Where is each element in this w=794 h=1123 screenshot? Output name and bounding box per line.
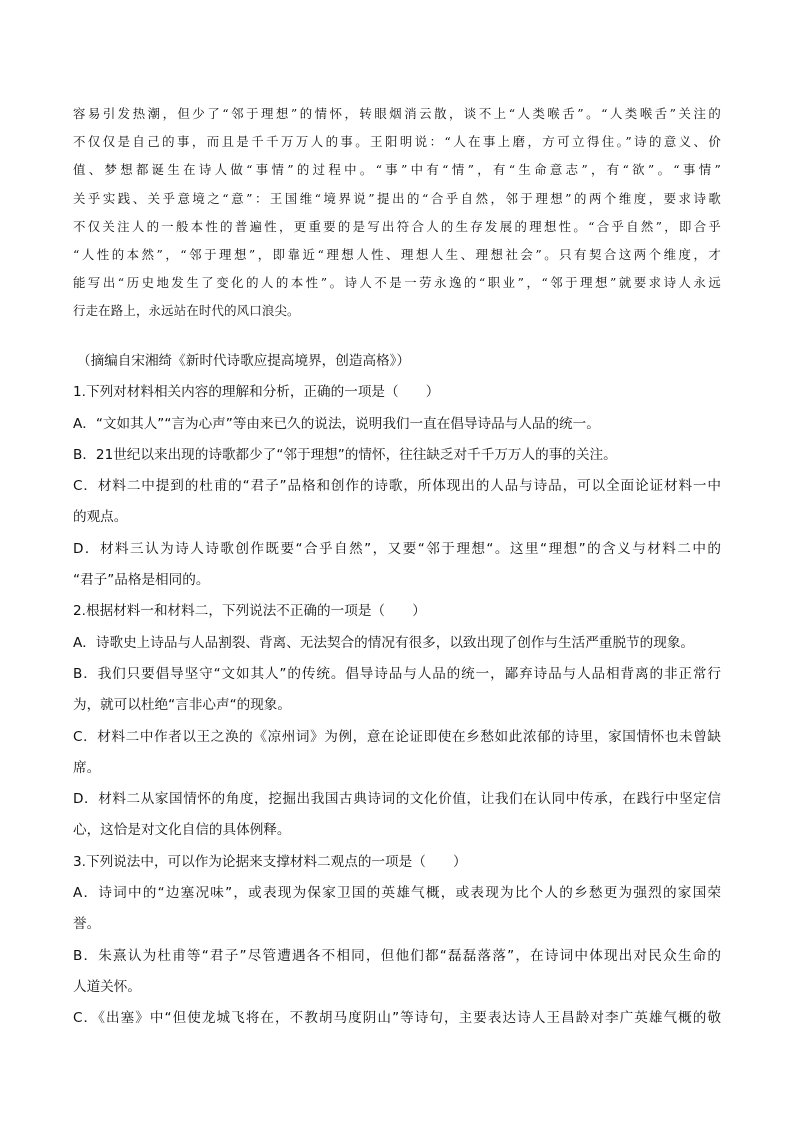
source-citation: （摘编自宋湘绮《新时代诗歌应提高境界，创造高格》） [77,353,411,369]
question-3 [73,847,721,1035]
option-d: D．材料三认为诗人诗歌创作既要“合乎自然”，又要“邻于理想“。这里“理想”的含义与材料二中的 [73,540,721,557]
option-d-continued: “君子”品格是相同的。 [73,572,210,589]
passage-line: 能写出“历史地发生了变化的人的本性”。诗人不是一劳永逸的“职业”，“邻于理想”就要求诗人永远 [73,275,721,291]
passage-line: 容易引发热潮，但少了“邻于理想”的情怀，转眼烟消云散，谈不上“人类喉舌”。“人类喉舌”关注的 [73,106,721,121]
passage-line: 值、梦想都诞生在诗人做“事情”的过程中。“事”中有“情”，有“生命意志”，有“欲”。“事情” [73,162,721,178]
option-c: C．材料二中提到的杜甫的“君子”品格和创作的诗歌，所体现出的人品与诗品，可以全面论证材料一中 [73,478,721,495]
question-1 [73,377,721,596]
option-d-continued: 心，这恰是对文化自信的具体例释。 [73,822,291,839]
question-stem: 1.下列对材料相关内容的理解和分析，正确的一项是（ ） [73,384,440,401]
passage-line: 不仅仅是自己的事，而且是千千万万人的事。王阳明说：“人在事上磨，方可立得住。”诗的意义、价 [73,134,721,150]
passage-excerpt [73,100,721,326]
question-section [73,346,721,1035]
option-a: A．诗歌史上诗品与人品割裂、背离、无法契合的情况有很多，以致出现了创作与生活严重脱节的现象。 [73,634,695,651]
option-c: C．材料二中作者以王之涣的《凉州词》为例，意在论证即使在乡愁如此浓郁的诗里，家国情怀也未曾缺 [73,728,721,745]
passage-line: 不仅关注人的一般本性的普遍性，更重要的是写出符合人的生存发展的理想性。“合乎自然”，即合乎 [73,218,721,234]
option-c: C．《出塞》中“但使龙城飞将在，不教胡马度阴山”等诗句，主要表达诗人王昌龄对李广英雄气概的敬 [73,1010,721,1027]
passage-line: 行走在路上，永远站在时代的风口浪尖。 [73,303,300,319]
option-d: D．材料二从家国情怀的角度，挖掘出我国古典诗词的文化价值，让我们在认同中传承，在践行中坚定信 [73,791,721,808]
option-b: B．朱熹认为杜甫等“君子”尽管遭遇各不相同，但他们都“磊磊落落”，在诗词中体现出对民众生命的 [73,947,721,964]
passage-line: 关乎实践、关乎意境之“意”：王国维“境界说”提出的“合乎自然，邻于理想”的两个维度，要求诗歌 [73,190,721,206]
question-stem: 2.根据材料一和材料二，下列说法不正确的一项是（ ） [73,603,426,620]
question-stem: 3.下列说法中，可以作为论据来支撑材料二观点的一项是（ ） [73,853,467,870]
passage-line: “人性的本然”，“邻于理想”，即靠近“理想人性、理想人生、理想社会”。只有契合这两个维度，才 [73,246,721,262]
option-b: B．21世纪以来出现的诗歌都少了“邻于理想”的情怀，往往缺乏对千千万万人的事的关注。 [73,446,617,463]
option-b: B．我们只要倡导坚守“文如其人”的传统。倡导诗品与人品的统一，鄙弃诗品与人品相背离的非正常行 [73,665,721,682]
option-a-continued: 誉。 [73,916,101,933]
option-b-continued: 人道关怀。 [73,978,141,995]
question-2 [73,596,721,846]
option-a: A．诗词中的“边塞况味”，或表现为保家卫国的英雄气概，或表现为比个人的乡愁更为强烈的家国荣 [73,885,721,902]
option-c-continued: 的观点。 [73,509,128,526]
option-a: A．“文如其人”“言为心声”等由来已久的说法，说明我们一直在倡导诗品与人品的统一。 [73,415,600,432]
option-b-continued: 为，就可以杜绝“言非心声“的现象。 [73,697,291,714]
option-c-continued: 席。 [73,759,101,776]
